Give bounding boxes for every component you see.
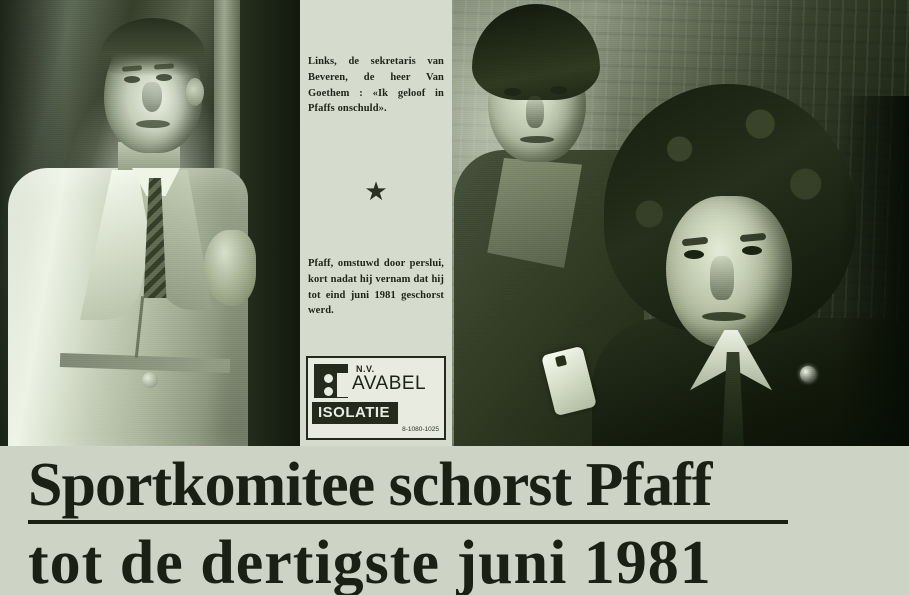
advertiser-legal-form: N.V. — [356, 364, 375, 374]
photo-left-ear — [186, 78, 204, 106]
avabel-logo-dot — [324, 387, 333, 396]
photo-left-dark-door — [240, 0, 300, 446]
headline-line-2: tot de dertigste juni 1981 — [28, 529, 712, 595]
photo-left-mouth — [136, 120, 170, 128]
photo-right-bystander-eye-right — [550, 86, 567, 94]
photo-right-pfaff-nose — [710, 256, 734, 300]
photo-right-pfaff-lapel-pin — [800, 366, 816, 382]
photo-left-coat-button — [142, 372, 158, 388]
photo-left-eye-left — [124, 76, 140, 83]
photo-right-bystander-mouth — [520, 136, 554, 143]
advertiser-code: 8-1080-1025 — [402, 426, 439, 433]
photo-right-bystander-eye-left — [504, 88, 521, 96]
headline-underline-1 — [28, 520, 788, 524]
avabel-logo-icon — [314, 364, 348, 398]
photo-left-nose — [142, 82, 162, 112]
headline-line-1: Sportkomitee schorst Pfaff — [28, 451, 712, 519]
advertiser-name: AVABEL — [352, 373, 427, 394]
caption-top: Links, de sekretaris van Beveren, de heer Van Goethem : «Ik geloof in Pfaffs onschuld». — [308, 56, 444, 115]
caption-bottom: Pfaff, omstuwd door perslui, kort nadat hij vernam dat hij tot eind juni 1981 geschorst werd. — [308, 258, 444, 317]
photo-right-pfaff — [452, 0, 909, 446]
photo-left-eye-right — [156, 74, 172, 81]
photo-right-pfaff-eye-right — [742, 246, 762, 255]
photo-left-official — [0, 0, 300, 446]
photo-left-hand — [204, 230, 256, 306]
advertiser-category: ISOLATIE — [312, 402, 398, 424]
star-separator-icon: ★ — [364, 177, 388, 206]
advertisement-avabel[interactable] — [306, 356, 446, 440]
headline-block — [0, 446, 909, 595]
avabel-logo-dot — [324, 374, 333, 383]
photo-right-pfaff-eye-left — [684, 250, 704, 259]
avabel-logo-bar — [337, 373, 348, 397]
avabel-logo-dots — [324, 374, 333, 400]
photo-right-bystander-nose — [526, 96, 544, 128]
photo-right-shadow — [831, 96, 909, 446]
photo-right-pfaff-mouth — [702, 312, 746, 321]
